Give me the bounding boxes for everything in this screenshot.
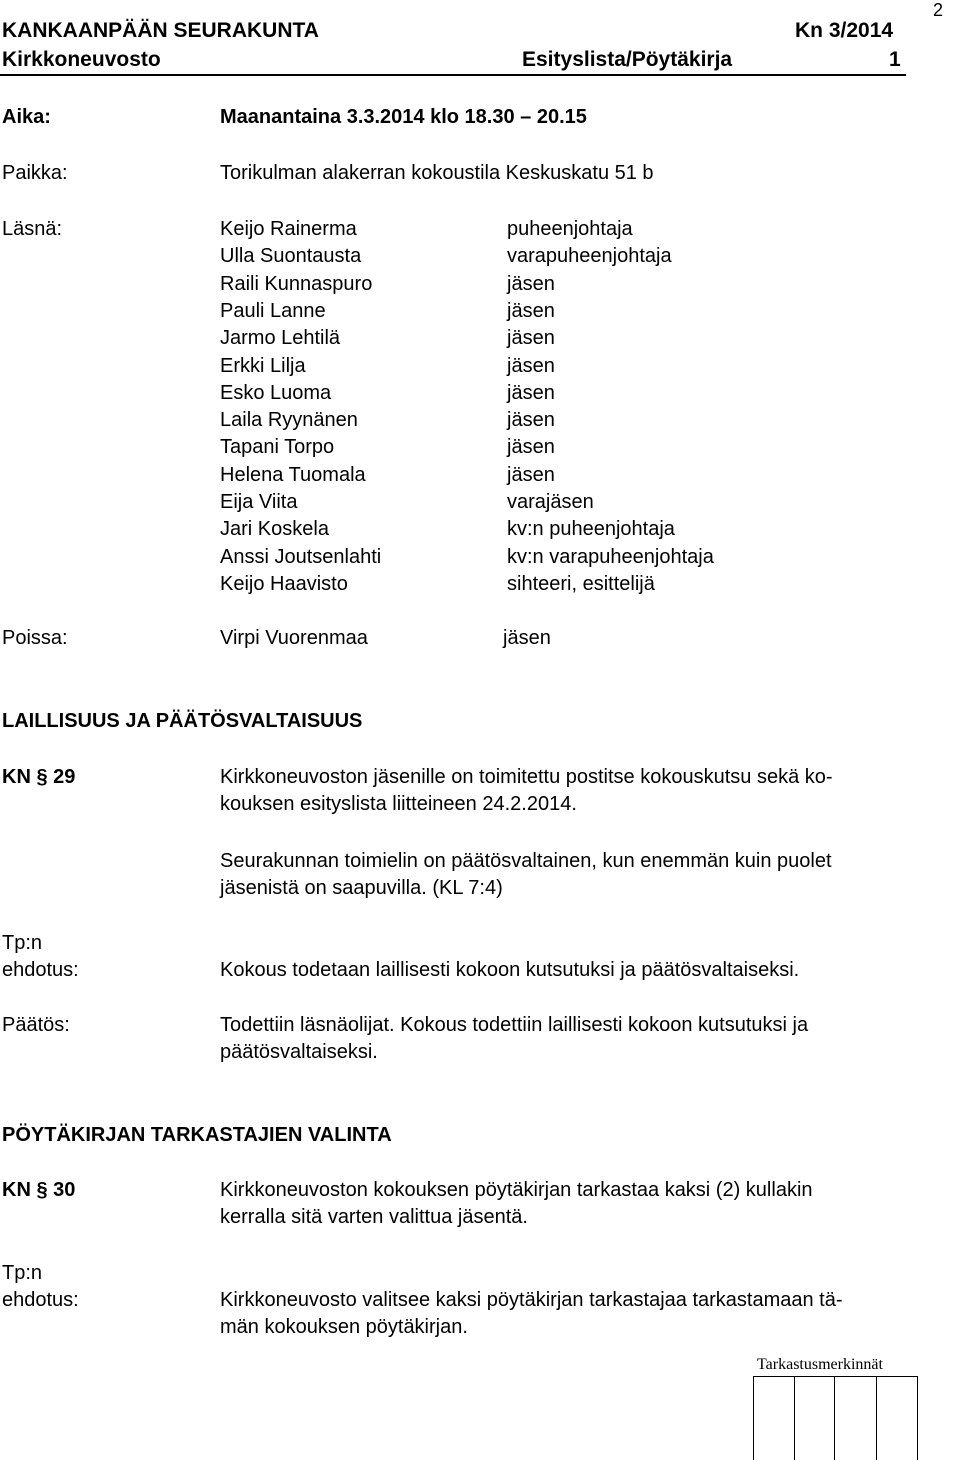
attendee-role: jäsen xyxy=(507,355,555,377)
attendee-name: Raili Kunnaspuro xyxy=(220,273,373,295)
attendee-name: Pauli Lanne xyxy=(220,300,326,322)
document-type: Esityslista/Pöytäkirja xyxy=(522,48,733,71)
attendee-name: Ulla Suontausta xyxy=(220,245,362,267)
s29-tpn-label-2: ehdotus: xyxy=(2,959,79,981)
grid-divider xyxy=(794,1377,795,1460)
s29-proposal-text: Kokous todetaan laillisesti kokoon kutsutuksi ja päätösvaltaiseksi. xyxy=(220,959,800,981)
attendee-name: Esko Luoma xyxy=(220,382,332,404)
attendee-name: Jari Koskela xyxy=(220,518,329,540)
body-name: Kirkkoneuvosto xyxy=(2,48,161,71)
grid-divider xyxy=(876,1377,877,1460)
s30-proposal-line1: Kirkkoneuvosto valitsee kaksi pöytäkirjan tarkastajaa tarkastamaan tä- xyxy=(220,1289,843,1311)
absent-role: jäsen xyxy=(503,627,551,649)
attendee-role: jäsen xyxy=(507,273,555,295)
attendee-role: puheenjohtaja xyxy=(507,218,633,240)
section-number-30: KN § 30 xyxy=(2,1179,76,1201)
lasna-label: Läsnä: xyxy=(2,218,63,240)
attendee-name: Helena Tuomala xyxy=(220,464,366,486)
attendee-name: Erkki Lilja xyxy=(220,355,306,377)
attendee-role: varapuheenjohtaja xyxy=(507,245,672,267)
attendee-role: jäsen xyxy=(507,436,555,458)
s29-decision-line2: päätösvaltaiseksi. xyxy=(220,1041,378,1063)
attendee-role: varajäsen xyxy=(507,491,594,513)
section-title-tarkastajat: PÖYTÄKIRJAN TARKASTAJIEN VALINTA xyxy=(2,1124,392,1146)
meeting-number: Kn 3/2014 xyxy=(795,19,894,42)
attendee-name: Tapani Torpo xyxy=(220,436,335,458)
org-name: KANKAANPÄÄN SEURAKUNTA xyxy=(2,19,319,42)
poissa-label: Poissa: xyxy=(2,627,68,649)
s29-para1-line1: Kirkkoneuvoston jäsenille on toimitettu postitse kokouskutsu sekä ko- xyxy=(220,766,833,788)
s29-para2-line2: jäsenistä on saapuvilla. (KL 7:4) xyxy=(220,877,503,899)
section-number-29: KN § 29 xyxy=(2,766,76,788)
tarkastusmerkinnat-label: Tarkastusmerkinnät xyxy=(757,1356,883,1373)
attendee-role: jäsen xyxy=(507,464,555,486)
header-rule xyxy=(0,74,906,76)
attendee-role: kv:n varapuheenjohtaja xyxy=(507,546,714,568)
document-page: 1 xyxy=(889,48,901,71)
s29-tpn-label-1: Tp:n xyxy=(2,932,43,954)
s29-paatos-label: Päätös: xyxy=(2,1014,70,1036)
s29-para1-line2: kouksen esityslista liitteineen 24.2.2014. xyxy=(220,793,577,815)
s30-proposal-line2: män kokouksen pöytäkirjan. xyxy=(220,1316,468,1338)
aika-label: Aika: xyxy=(2,106,51,128)
aika-value: Maanantaina 3.3.2014 klo 18.30 – 20.15 xyxy=(220,106,587,128)
attendee-role: jäsen xyxy=(507,300,555,322)
grid-divider xyxy=(834,1377,835,1460)
section-title-laillisuus: LAILLISUUS JA PÄÄTÖSVALTAISUUS xyxy=(2,710,363,732)
s30-para1-line1: Kirkkoneuvoston kokouksen pöytäkirjan tarkastaa kaksi (2) kullakin xyxy=(220,1179,813,1201)
attendee-role: jäsen xyxy=(507,327,555,349)
s30-tpn-label-1: Tp:n xyxy=(2,1262,43,1284)
tarkastus-initials-grid xyxy=(753,1376,918,1460)
s29-para2-line1: Seurakunnan toimielin on päätösvaltainen, kun enemmän kuin puolet xyxy=(220,850,832,872)
attendee-name: Keijo Rainerma xyxy=(220,218,357,240)
attendee-role: jäsen xyxy=(507,409,555,431)
attendee-name: Anssi Joutsenlahti xyxy=(220,546,382,568)
attendee-name: Keijo Haavisto xyxy=(220,573,348,595)
s30-tpn-label-2: ehdotus: xyxy=(2,1289,79,1311)
page-number: 2 xyxy=(933,0,944,20)
s30-para1-line2: kerralla sitä varten valittua jäsentä. xyxy=(220,1206,528,1228)
paikka-label: Paikka: xyxy=(2,162,68,184)
attendee-role: sihteeri, esittelijä xyxy=(507,573,655,595)
attendee-role: jäsen xyxy=(507,382,555,404)
paikka-value: Torikulman alakerran kokoustila Keskuskatu 51 b xyxy=(220,162,654,184)
absent-name: Virpi Vuorenmaa xyxy=(220,627,368,649)
attendee-name: Eija Viita xyxy=(220,491,298,513)
s29-decision-line1: Todettiin läsnäolijat. Kokous todettiin laillisesti kokoon kutsutuksi ja xyxy=(220,1014,809,1036)
attendee-role: kv:n puheenjohtaja xyxy=(507,518,675,540)
attendee-name: Jarmo Lehtilä xyxy=(220,327,341,349)
attendee-name: Laila Ryynänen xyxy=(220,409,358,431)
